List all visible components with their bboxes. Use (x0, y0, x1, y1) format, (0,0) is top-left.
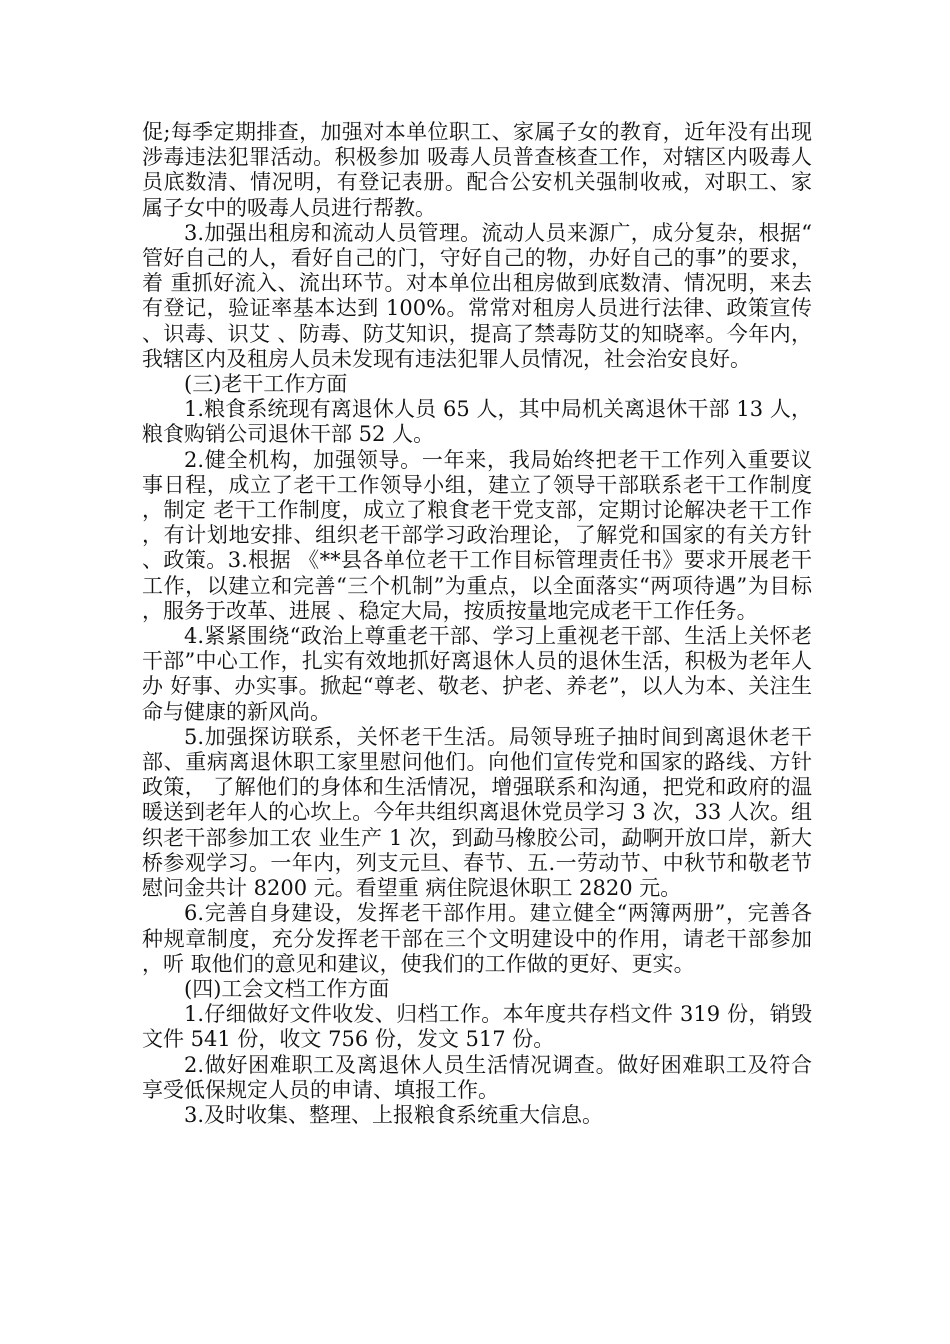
section-heading-union-archives: (四)工会文档工作方面 (184, 976, 390, 1001)
paragraph-hardship-survey: 2.做好困难职工及离退休人员生活情况调查。做好困难职工及符合享受低保规定人员的申请、填报工作。 (142, 1052, 812, 1102)
section-heading-retired-cadres: (三)老干工作方面 (184, 372, 348, 397)
paragraph-continuation: 促;每季定期排查，加强对本单位职工、家属子女的教育，近年没有出现涉毒违法犯罪活动。积极参加 吸毒人员普查核查工作，对辖区内吸毒人员底数清、情况明，有登记表册。配合公安机关强制收戒，对职工、家属子女中的吸毒人员进行帮教。 (142, 120, 812, 220)
paragraph-archiving: 1.仔细做好文件收发、归档工作。本年度共存档文件 319 份，销毁文件 541 份，收文 756 份，发文 517 份。 (142, 1002, 812, 1052)
paragraph-organization: 2.健全机构，加强领导。一年来，我局始终把老干工作列入重要议事日程，成立了老干工作领导小组，建立了领导干部联系老干工作制度，制定 老干工作制度，成立了粮食老干党支部，定期讨论解决老干工作，有计划地安排、组织老干部学习政治理论，了解党和国家的有关方针、政策。3.根据 《**县各单位老干工作目标管理责任书》要求开展老干工作，以建立和完善“三个机制”为重点，以全面落实“两项待遇”为目标，服务于改革、进展 、稳定大局，按质按量地完成老干工作任务。 (142, 447, 812, 623)
paragraph-information-reporting: 3.及时收集、整理、上报粮食系统重大信息。 (184, 1102, 604, 1127)
document-page (142, 120, 812, 1128)
paragraph-core-work: 4.紧紧围绕“政治上尊重老干部、学习上重视老干部、生活上关怀老干部”中心工作，扎实有效地抓好离退休人员的退休生活，积极为老年人办 好事、办实事。掀起“尊老、敬老、护老、养老”，以人为本、关注生命与健康的新风尚。 (142, 624, 812, 724)
paragraph-retiree-count: 1.粮食系统现有离退休人员 65 人，其中局机关离退休干部 13 人，粮食购销公司退休干部 52 人。 (142, 397, 812, 447)
paragraph-rental-management: 3.加强出租房和流动人员管理。流动人员来源广，成分复杂，根据“管好自己的人，看好自己的门，守好自己的物，办好自己的事”的要求，着 重抓好流入、流出环节。对本单位出租房做到底数清、情况明，来去有登记，验证率基本达到 100%。常常对租房人员进行法律、政策宣传、识毒、识艾 、防毒、防艾知识，提高了禁毒防艾的知晓率。今年内，我辖区内及租房人员未发现有违法犯罪人员情况，社会治安良好。 (142, 220, 812, 371)
paragraph-self-building: 6.完善自身建设，发挥老干部作用。建立健全“两簿两册”，完善各种规章制度，充分发挥老干部在三个文明建设中的作用，请老干部参加，听 取他们的意见和建议，使我们的工作做的更好、更实。 (142, 901, 812, 976)
paragraph-visits: 5.加强探访联系，关怀老干生活。局领导班子抽时间到离退休老干部、重病离退休职工家里慰问他们。向他们宣传党和国家的路线、方针政策， 了解他们的身体和生活情况，增强联系和沟通，把党和政府的温暖送到老年人的心坎上。今年共组织离退休党员学习 3 次，33 人次。组织老干部参加工农 业生产 1 次，到勐马橡胶公司，勐啊开放口岸，新大桥参观学习。一年内，列支元旦、春节、五.一劳动节、中秋节和敬老节慰问金共计 8200 元。看望重 病住院退休职工 2820 元。 (142, 724, 812, 901)
